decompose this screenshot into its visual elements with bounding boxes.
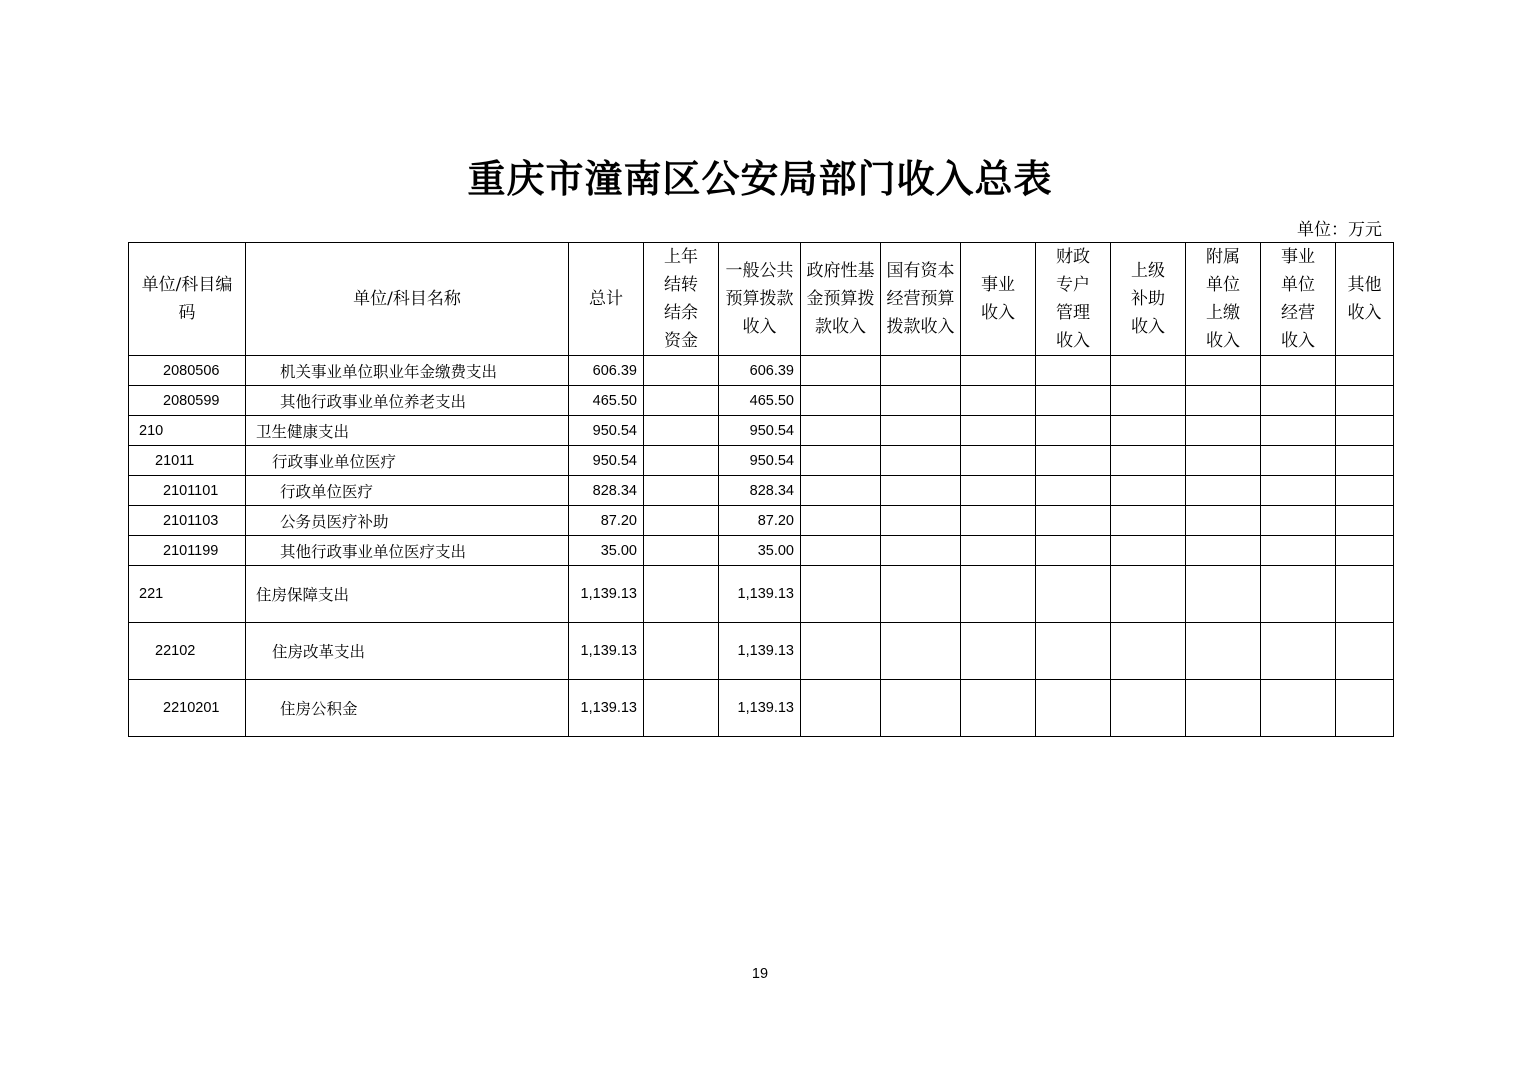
row-total: 606.39	[569, 356, 644, 386]
row-general-budget: 1,139.13	[719, 623, 801, 680]
row-total: 950.54	[569, 416, 644, 446]
table-row	[129, 356, 1394, 386]
col-header-other-income: 其他收入	[1336, 243, 1394, 356]
table-row	[129, 566, 1394, 623]
row-total: 1,139.13	[569, 566, 644, 623]
row-carryover	[644, 416, 719, 446]
col-header-operating-income: 事业单位经营收入	[1261, 243, 1336, 356]
row-name: 行政单位医疗	[246, 476, 569, 506]
row-name: 其他行政事业单位养老支出	[246, 386, 569, 416]
col-header-gov-fund: 政府性基金预算拨款收入	[801, 243, 881, 356]
row-code: 2080506	[129, 356, 246, 386]
row-name: 卫生健康支出	[246, 416, 569, 446]
row-name: 行政事业单位医疗	[246, 446, 569, 476]
row-carryover	[644, 446, 719, 476]
page-number: 19	[751, 966, 769, 982]
row-total: 1,139.13	[569, 623, 644, 680]
row-general-budget: 950.54	[719, 416, 801, 446]
row-name: 住房保障支出	[246, 566, 569, 623]
row-general-budget: 87.20	[719, 506, 801, 536]
income-summary-table	[128, 242, 1394, 737]
row-total: 828.34	[569, 476, 644, 506]
row-carryover	[644, 623, 719, 680]
col-header-total: 总计	[569, 243, 644, 356]
row-total: 1,139.13	[569, 680, 644, 737]
row-general-budget: 1,139.13	[719, 680, 801, 737]
col-header-name: 单位/科目名称	[246, 243, 569, 356]
col-header-state-capital: 国有资本经营预算拨款收入	[881, 243, 961, 356]
row-general-budget: 606.39	[719, 356, 801, 386]
row-code: 22102	[129, 623, 246, 680]
row-carryover	[644, 506, 719, 536]
row-name: 住房改革支出	[246, 623, 569, 680]
col-header-general-budget: 一般公共预算拨款收入	[719, 243, 801, 356]
row-carryover	[644, 476, 719, 506]
row-general-budget: 1,139.13	[719, 566, 801, 623]
col-header-superior-subsidy: 上级补助收入	[1111, 243, 1186, 356]
row-carryover	[644, 536, 719, 566]
row-name: 住房公积金	[246, 680, 569, 737]
table-row	[129, 506, 1394, 536]
row-carryover	[644, 566, 719, 623]
row-general-budget: 35.00	[719, 536, 801, 566]
row-code: 2210201	[129, 680, 246, 737]
page-title: 重庆市潼南区公安局部门收入总表	[467, 156, 1053, 201]
row-code: 210	[129, 416, 246, 446]
row-general-budget: 465.50	[719, 386, 801, 416]
row-code: 2080599	[129, 386, 246, 416]
table-row	[129, 416, 1394, 446]
row-carryover	[644, 386, 719, 416]
col-header-affiliated-units: 附属单位上缴收入	[1186, 243, 1261, 356]
row-code: 21011	[129, 446, 246, 476]
row-total: 87.20	[569, 506, 644, 536]
table-row	[129, 536, 1394, 566]
row-code: 2101103	[129, 506, 246, 536]
table-row	[129, 386, 1394, 416]
row-name: 机关事业单位职业年金缴费支出	[246, 356, 569, 386]
table-row	[129, 623, 1394, 680]
table-row	[129, 446, 1394, 476]
row-code: 2101199	[129, 536, 246, 566]
header-row	[129, 243, 1394, 356]
row-general-budget: 828.34	[719, 476, 801, 506]
col-header-code: 单位/科目编码	[129, 243, 246, 356]
row-code: 221	[129, 566, 246, 623]
row-code: 2101101	[129, 476, 246, 506]
row-name: 其他行政事业单位医疗支出	[246, 536, 569, 566]
row-name: 公务员医疗补助	[246, 506, 569, 536]
row-carryover	[644, 680, 719, 737]
unit-label: 单位：万元	[1297, 220, 1382, 240]
row-total: 465.50	[569, 386, 644, 416]
row-total: 35.00	[569, 536, 644, 566]
row-total: 950.54	[569, 446, 644, 476]
row-carryover	[644, 356, 719, 386]
col-header-business-income: 事业收入	[961, 243, 1036, 356]
col-header-carryover: 上年结转结余资金	[644, 243, 719, 356]
row-general-budget: 950.54	[719, 446, 801, 476]
table-row	[129, 476, 1394, 506]
col-header-fiscal-account: 财政专户管理收入	[1036, 243, 1111, 356]
table-row	[129, 680, 1394, 737]
